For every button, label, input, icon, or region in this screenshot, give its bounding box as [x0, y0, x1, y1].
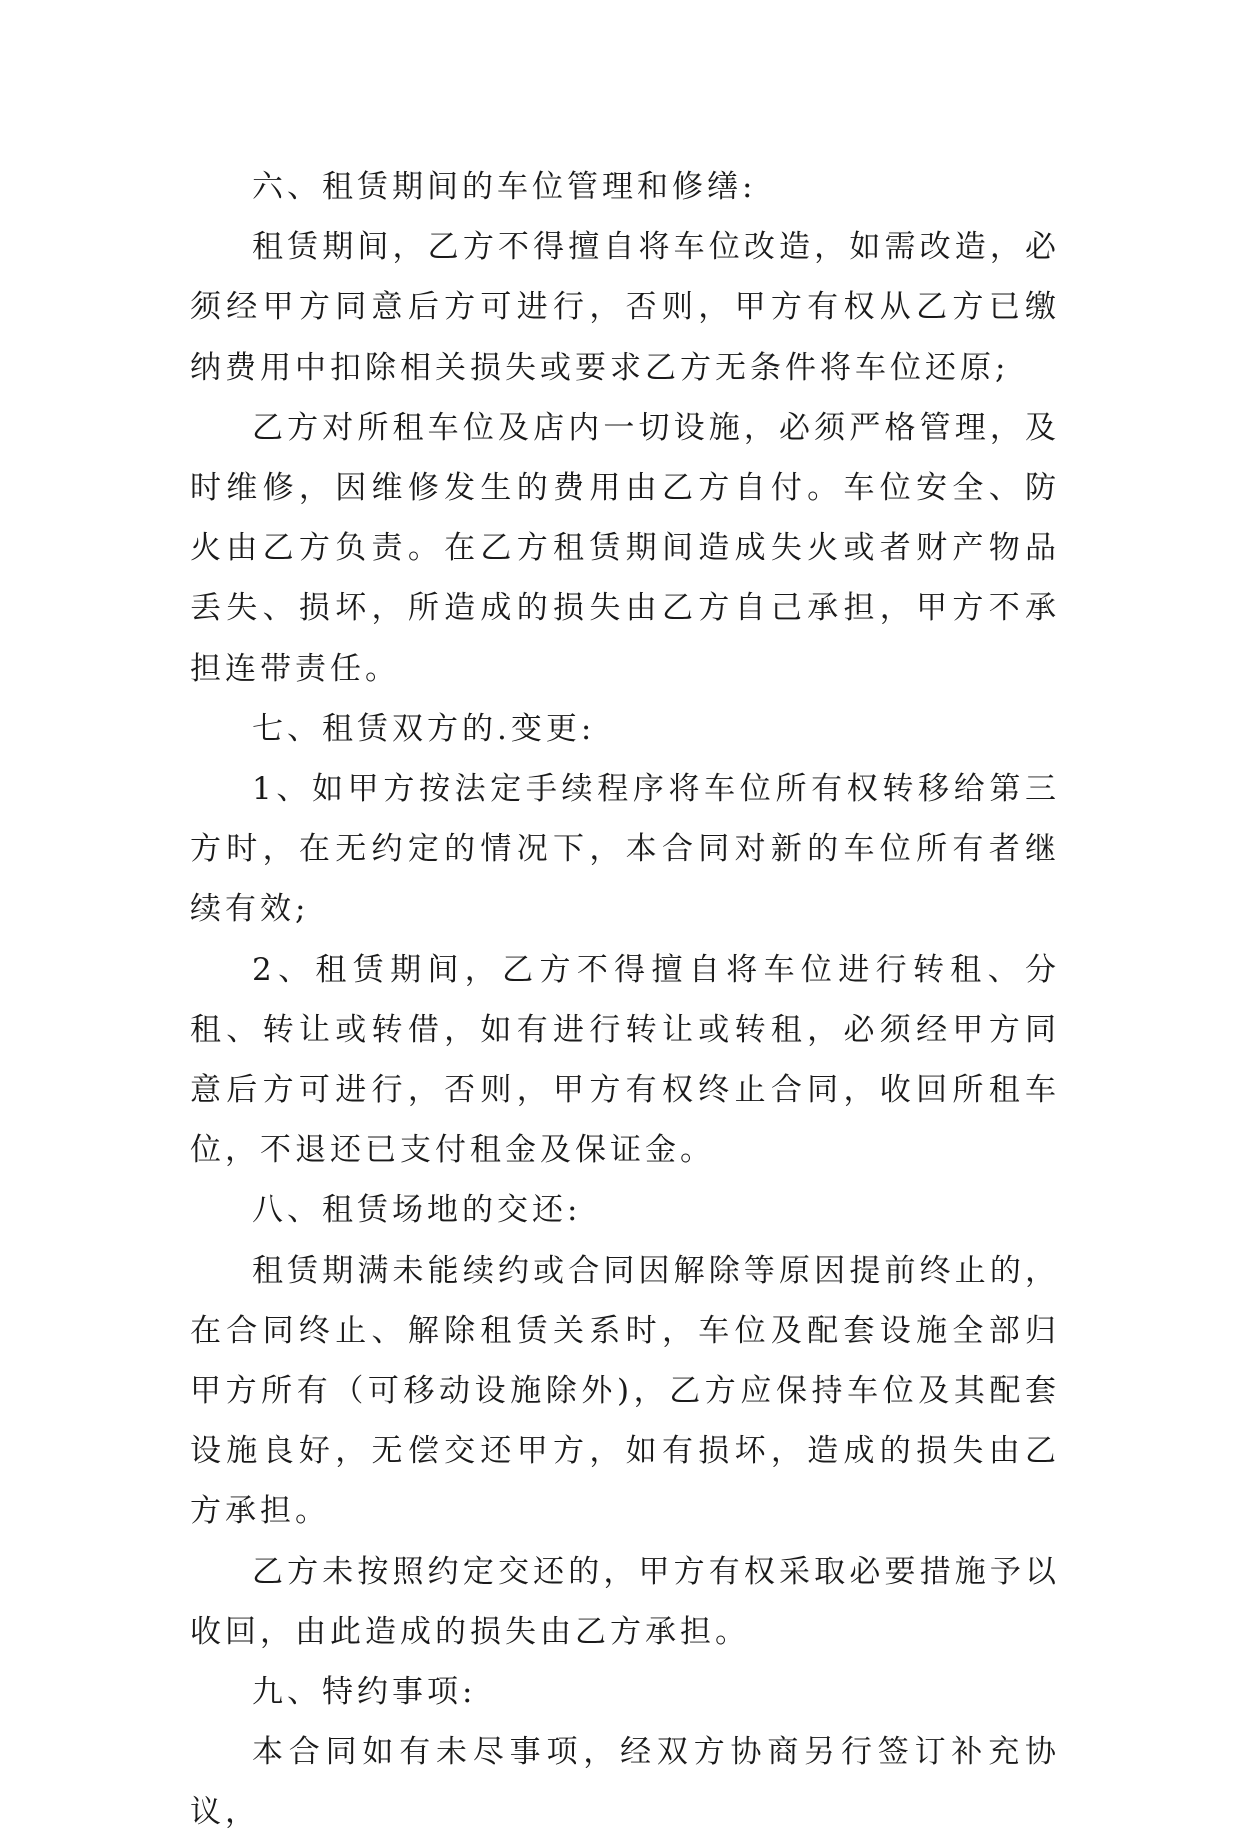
- section-heading-9: 九、特约事项:: [252, 1674, 477, 1711]
- paragraph: 租赁期满未能续约或合同因解除等原因提前终止的，在合同终止、解除租赁关系时，车位及配套设施全部归甲方所有（可移动设施除外)，乙方应保持车位及其配套设施良好，无偿交还甲方，如有损坏，造成的损失由乙方承担。: [190, 1252, 1060, 1530]
- paragraph: 本合同如有未尽事项，经双方协商另行签订补充协议，: [190, 1734, 1060, 1831]
- paragraph: 乙方对所租车位及店内一切设施，必须严格管理，及时维修，因维修发生的费用由乙方自付。车位安全、防火由乙方负责。在乙方租赁期间造成失火或者财产物品丢失、损坏，所造成的损失由乙方自己承担，甲方不承担连带责任。: [190, 409, 1060, 687]
- section-heading-6: 六、租赁期间的车位管理和修缮:: [252, 169, 757, 205]
- paragraph: 2、租赁期间，乙方不得擅自将车位进行转租、分租、转让或转借，如有进行转让或转租，必须经甲方同意后方可进行，否则，甲方有权终止合同，收回所租车位，不退还已支付租金及保证金。: [190, 951, 1060, 1169]
- paragraph: 乙方未按照约定交还的，甲方有权采取必要措施予以收回，由此造成的损失由乙方承担。: [190, 1553, 1060, 1650]
- paragraph: 1、如甲方按法定手续程序将车位所有权转移给第三方时，在无约定的情况下，本合同对新的车位所有者继续有效;: [190, 771, 1060, 928]
- section-heading-8: 八、租赁场地的交还:: [252, 1192, 582, 1229]
- paragraph: 租赁期间，乙方不得擅自将车位改造，如需改造，必须经甲方同意后方可进行，否则，甲方有权从乙方已缴纳费用中扣除相关损失或要求乙方无条件将车位还原;: [190, 229, 1060, 386]
- document-body: [190, 157, 1060, 1843]
- section-heading-7: 七、租赁双方的.变更:: [252, 710, 596, 747]
